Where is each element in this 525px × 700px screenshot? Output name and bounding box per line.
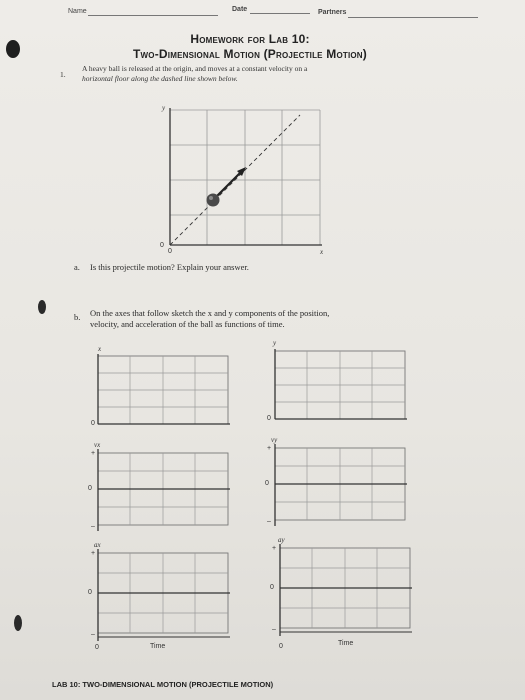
- graph-x-axis-label: x: [98, 345, 102, 353]
- graph-y-zero: 0: [267, 415, 271, 422]
- question-b-text-line1: On the axes that follow sketch the x and y components of the position,: [90, 308, 330, 318]
- date-label: Date: [232, 6, 248, 13]
- graph-ay-zero: 0: [270, 584, 274, 591]
- problem-number: 1.: [60, 70, 66, 79]
- graph-ax-zero: 0: [88, 589, 92, 596]
- question-b-text-line2: velocity, and acceleration of the ball as functions of time.: [90, 319, 285, 329]
- graph-vy-zero: 0: [265, 480, 269, 487]
- graph-vy-axis-label: vy: [271, 436, 278, 444]
- graph-ax-axis-label: ax: [94, 541, 101, 549]
- binder-hole-bottom: [14, 615, 22, 631]
- main-graph-x-label: x: [320, 248, 324, 256]
- main-graph-origin-label-x: 0: [168, 248, 172, 255]
- main-xy-graph-svg: [160, 100, 330, 260]
- graph-vx-minus: –: [91, 523, 95, 530]
- question-a-letter: a.: [74, 262, 80, 272]
- name-label: Name: [68, 8, 87, 15]
- graph-ax-time-zero: 0: [95, 644, 99, 651]
- graph-ax: [88, 541, 238, 645]
- graph-x-position: [88, 345, 238, 430]
- name-line: [88, 15, 218, 16]
- question-a-text: Is this projectile motion? Explain your answer.: [90, 262, 249, 272]
- question-b-letter: b.: [74, 312, 81, 322]
- binder-hole-top: [6, 40, 20, 58]
- graph-vx-zero: 0: [88, 485, 92, 492]
- date-line: [250, 13, 310, 14]
- graph-ay-minus: –: [272, 626, 276, 633]
- graph-ax-plus: +: [91, 550, 96, 557]
- graph-ay-time-label: Time: [338, 640, 354, 647]
- page-footer: LAB 10: TWO-DIMENSIONAL MOTION (PROJECTILE MOTION): [52, 680, 274, 689]
- graph-vy: [265, 436, 415, 530]
- graph-y-position: [265, 339, 415, 425]
- problem-text-line2: horizontal floor along the dashed line shown below.: [82, 74, 238, 83]
- graph-ay-grid: [270, 540, 420, 640]
- graph-vy-minus: –: [267, 518, 271, 525]
- partners-label: Partners: [318, 9, 347, 16]
- graph-ay-time-zero: 0: [279, 643, 283, 650]
- graph-ay: [270, 536, 420, 640]
- binder-hole-middle: [38, 300, 46, 314]
- graph-x-position-grid: [88, 350, 238, 430]
- main-graph-y-label: y: [162, 104, 166, 112]
- problem-text-line1: A heavy ball is released at the origin, and moves at a constant velocity on a: [82, 64, 308, 73]
- graph-vx-plus: +: [91, 450, 96, 457]
- main-xy-graph: [160, 100, 330, 260]
- main-graph-origin-label: 0: [160, 242, 164, 249]
- graph-ax-grid: [88, 545, 238, 645]
- page-title-line2: Two-Dimensional Motion (Projectile Motion): [133, 47, 367, 61]
- graph-y-axis-label: y: [273, 339, 277, 347]
- graph-ay-axis-label: ay: [278, 536, 285, 544]
- graph-vx: [88, 441, 238, 535]
- graph-x-zero: 0: [91, 420, 95, 427]
- graph-vx-grid: [88, 445, 238, 535]
- partners-line: [348, 17, 478, 18]
- graph-y-position-grid: [265, 345, 415, 425]
- graph-vy-plus: +: [267, 445, 272, 452]
- graph-ay-plus: +: [272, 545, 277, 552]
- graph-vx-axis-label: vx: [94, 441, 101, 449]
- page-title-line1: Homework for Lab 10:: [190, 32, 310, 46]
- graph-ax-time-label: Time: [150, 643, 166, 650]
- graph-vy-grid: [265, 440, 415, 530]
- graph-ax-minus: –: [91, 631, 95, 638]
